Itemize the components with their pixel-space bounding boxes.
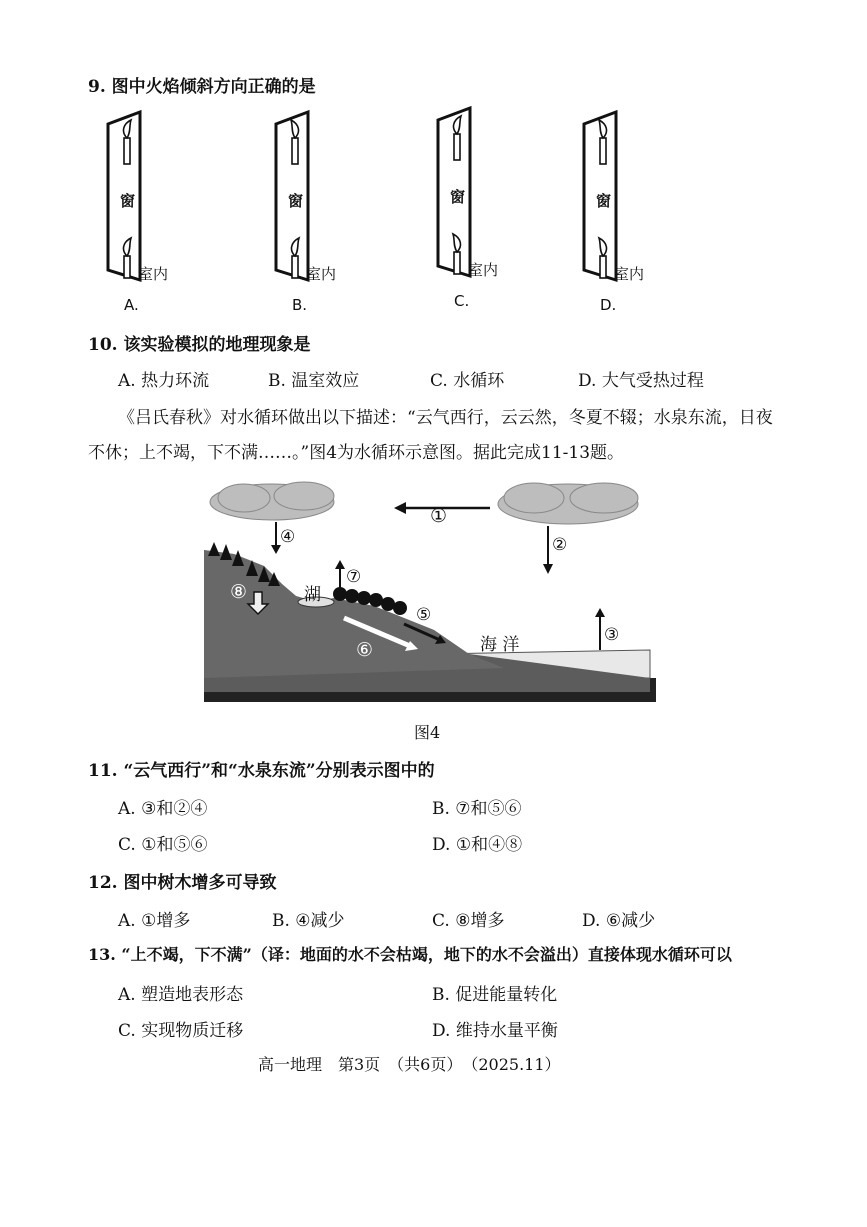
q10-option-c[interactable]: C. 水循环 (430, 371, 505, 391)
label-7: ⑦ (346, 567, 362, 587)
q11-option-b[interactable]: B. ⑦和⑤⑥ (432, 799, 522, 819)
water-cycle-diagram (204, 478, 656, 706)
ocean-label: 海 洋 (480, 635, 520, 655)
option-letter: C. (454, 292, 470, 310)
q9-panel-c (430, 104, 520, 314)
window-label: 窗 (120, 192, 136, 210)
lake-label: 湖 (304, 585, 321, 605)
q9-stem: 9. 图中火焰倾斜方向正确的是 (88, 77, 316, 97)
label-5: ⑤ (416, 605, 432, 625)
q10-stem: 10. 该实验模拟的地理现象是 (88, 335, 311, 355)
option-letter: A. (124, 296, 139, 314)
option-letter: B. (292, 296, 308, 314)
q12-stem: 12. 图中树木增多可导致 (88, 873, 277, 893)
q9-panel-a (100, 108, 190, 318)
q10-option-d[interactable]: D. 大气受热过程 (578, 371, 704, 391)
window-label: 窗 (450, 188, 466, 206)
window-diagram-a (100, 108, 190, 288)
window-diagram-b (268, 108, 358, 288)
page-footer: 高一地理 第3页 （共6页） （2025.11） (258, 1055, 561, 1074)
window-label: 窗 (288, 192, 304, 210)
q13-option-a[interactable]: A. 塑造地表形态 (118, 985, 244, 1005)
q12-option-d[interactable]: D. ⑥减少 (582, 911, 656, 931)
label-6: ⑥ (356, 639, 374, 661)
option-letter: D. (600, 296, 617, 314)
figure-caption: 图4 (414, 723, 441, 742)
q11-option-d[interactable]: D. ①和④⑧ (432, 835, 523, 855)
q10-option-a[interactable]: A. 热力环流 (118, 371, 210, 391)
water-cycle-figure (204, 478, 656, 706)
q13-option-b[interactable]: B. 促进能量转化 (432, 985, 558, 1005)
indoor-label: 室内 (306, 265, 337, 283)
q13-option-d[interactable]: D. 维持水量平衡 (432, 1021, 558, 1041)
q9-panel-d (576, 108, 666, 318)
label-1: ① (430, 505, 448, 527)
q10-option-b[interactable]: B. 温室效应 (268, 371, 360, 391)
q12-option-b[interactable]: B. ④减少 (272, 911, 345, 931)
label-4: ④ (280, 527, 296, 547)
indoor-label: 室内 (614, 265, 645, 283)
q12-option-c[interactable]: C. ⑧增多 (432, 911, 505, 931)
q11-option-c[interactable]: C. ①和⑤⑥ (118, 835, 208, 855)
label-3: ③ (604, 625, 620, 645)
indoor-label: 室内 (138, 265, 169, 283)
q12-option-a[interactable]: A. ①增多 (118, 911, 191, 931)
window-diagram-c (430, 104, 520, 284)
q13-option-c[interactable]: C. 实现物质迁移 (118, 1021, 244, 1041)
window-label: 窗 (596, 192, 612, 210)
indoor-label: 室内 (468, 261, 499, 279)
label-2: ② (552, 535, 568, 555)
label-8: ⑧ (230, 581, 248, 603)
passage-line-1: 《吕氏春秋》对水循环做出以下描述：“云气西行，云云然，冬夏不辍；水泉东流，日夜 (118, 408, 773, 428)
q11-option-a[interactable]: A. ③和②④ (118, 799, 208, 819)
window-diagram-d (576, 108, 666, 288)
passage-line-2: 不休；上不竭，下不满……。”图4为水循环示意图。据此完成11-13题。 (88, 443, 625, 463)
q11-stem: 11. “云气西行”和“水泉东流”分别表示图中的 (88, 761, 435, 781)
q9-panel-b (268, 108, 358, 318)
q13-stem: 13. “上不竭，下不满”（译：地面的水不会枯竭，地下的水不会溢出）直接体现水循环可以 (88, 945, 732, 964)
